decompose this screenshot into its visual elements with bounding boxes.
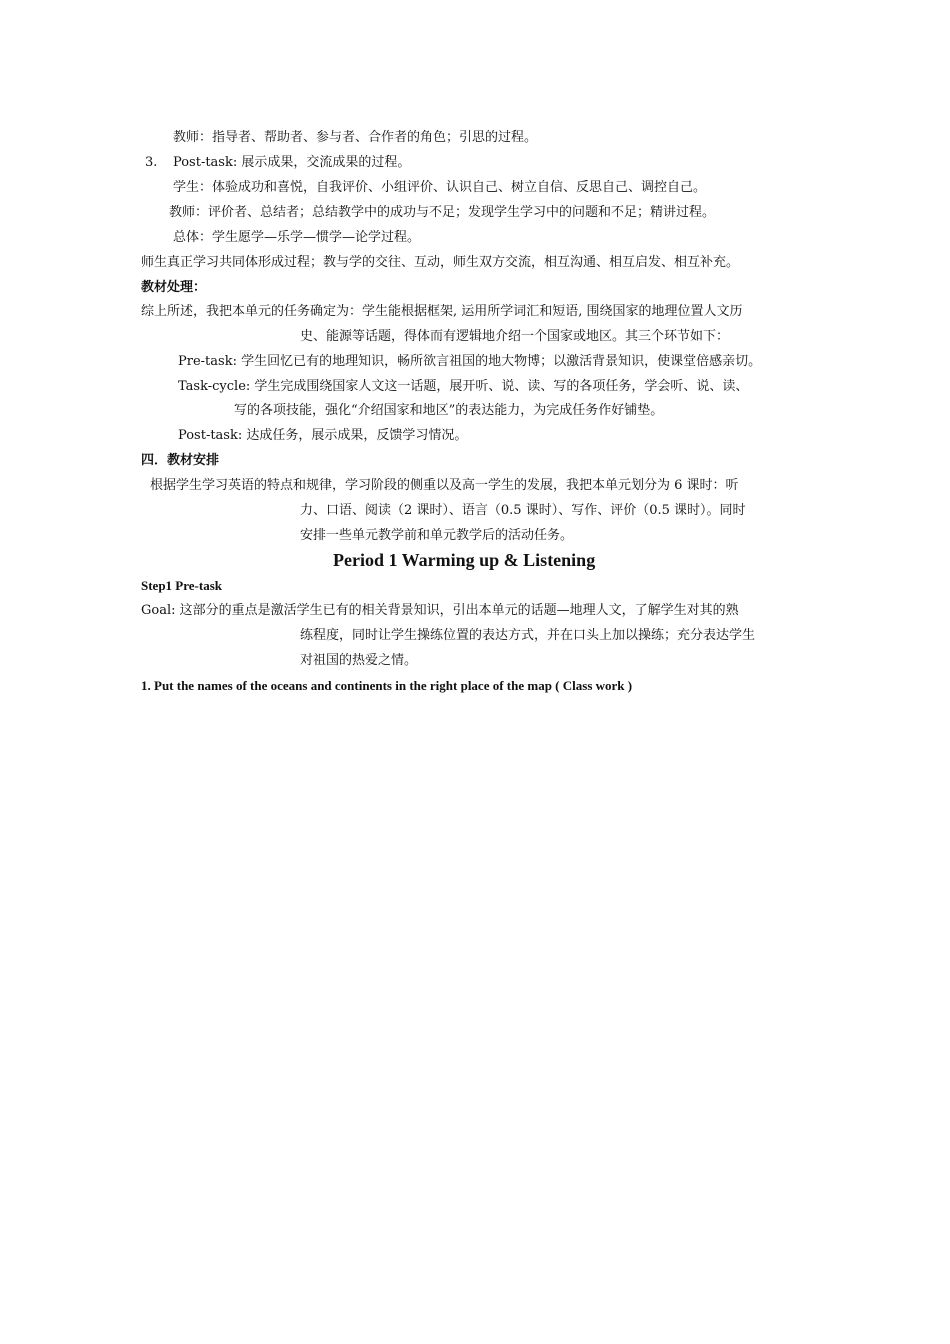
goal-line-1: Goal: 这部分的重点是激活学生已有的相关背景知识，引出本单元的话题—地理人文，了解学生对其的熟 [141,603,739,618]
arrangement-line-1: 根据学生学习英语的特点和规律，学习阶段的侧重以及高一学生的发展，我把本单元划分为 6 课时：听 [150,478,739,493]
period-title: Period 1 Warming up & Listening [333,550,596,570]
task-cycle-line-2: 写的各项技能，强化“介绍国家和地区”的表达能力，为完成任务作好铺垫。 [234,403,664,418]
summary-line-1: 综上所述，我把本单元的任务确定为：学生能根据框架, 运用所学词汇和短语, 围绕国家的地理位置人文历 [141,304,743,319]
task-1-instruction: 1. Put the names of the oceans and continents in the right place of the map ( Class work ) [141,678,633,693]
post-task-line: Post-task: 展示成果，交流成果的过程。 [173,155,411,170]
teacher-evaluator-line: 教师：评价者、总结者；总结教学中的成功与不足；发现学生学习中的问题和不足；精讲过程。 [169,205,716,220]
post-task-result-line: Post-task: 达成任务，展示成果，反馈学习情况。 [178,428,468,443]
heading-material-processing: 教材处理： [141,280,207,295]
teacher-role-line: 教师：指导者、帮助者、参与者、合作者的角色；引思的过程。 [173,130,538,145]
overall-line: 总体：学生愿学—乐学—惯学—论学过程。 [173,230,421,245]
step1-heading: Step1 Pre-task [141,578,223,593]
summary-line-2: 史、能源等话题，得体而有逻辑地介绍一个国家或地区。其三个环节如下： [300,329,730,344]
goal-line-3: 对祖国的热爱之情。 [300,653,418,668]
learning-community-line: 师生真正学习共同体形成过程；教与学的交往、互动，师生双方交流，相互沟通、相互启发、相互补充。 [141,255,740,270]
goal-line-2: 练程度，同时让学生操练位置的表达方式，并在口头上加以操练；充分表达学生 [300,628,756,643]
heading-material-arrangement: 四．教材安排 [141,453,220,468]
arrangement-line-2: 力、口语、阅读（2 课时）、语言（0.5 课时）、写作、评价（0.5 课时）。同时 [300,503,746,518]
student-line: 学生：体验成功和喜悦，自我评价、小组评价、认识自己、树立自信、反思自己、调控自己。 [173,180,707,195]
list-number-3: 3. [145,155,158,170]
task-cycle-line-1: Task-cycle: 学生完成围绕国家人文这一话题，展开听、说、读、写的各项任务，学会听、说、读、 [178,379,749,394]
pre-task-line: Pre-task: 学生回忆已有的地理知识，畅所欲言祖国的地大物博；以激活背景知识，使课堂倍感亲切。 [178,354,762,369]
arrangement-line-3: 安排一些单元教学前和单元教学后的活动任务。 [300,528,574,543]
